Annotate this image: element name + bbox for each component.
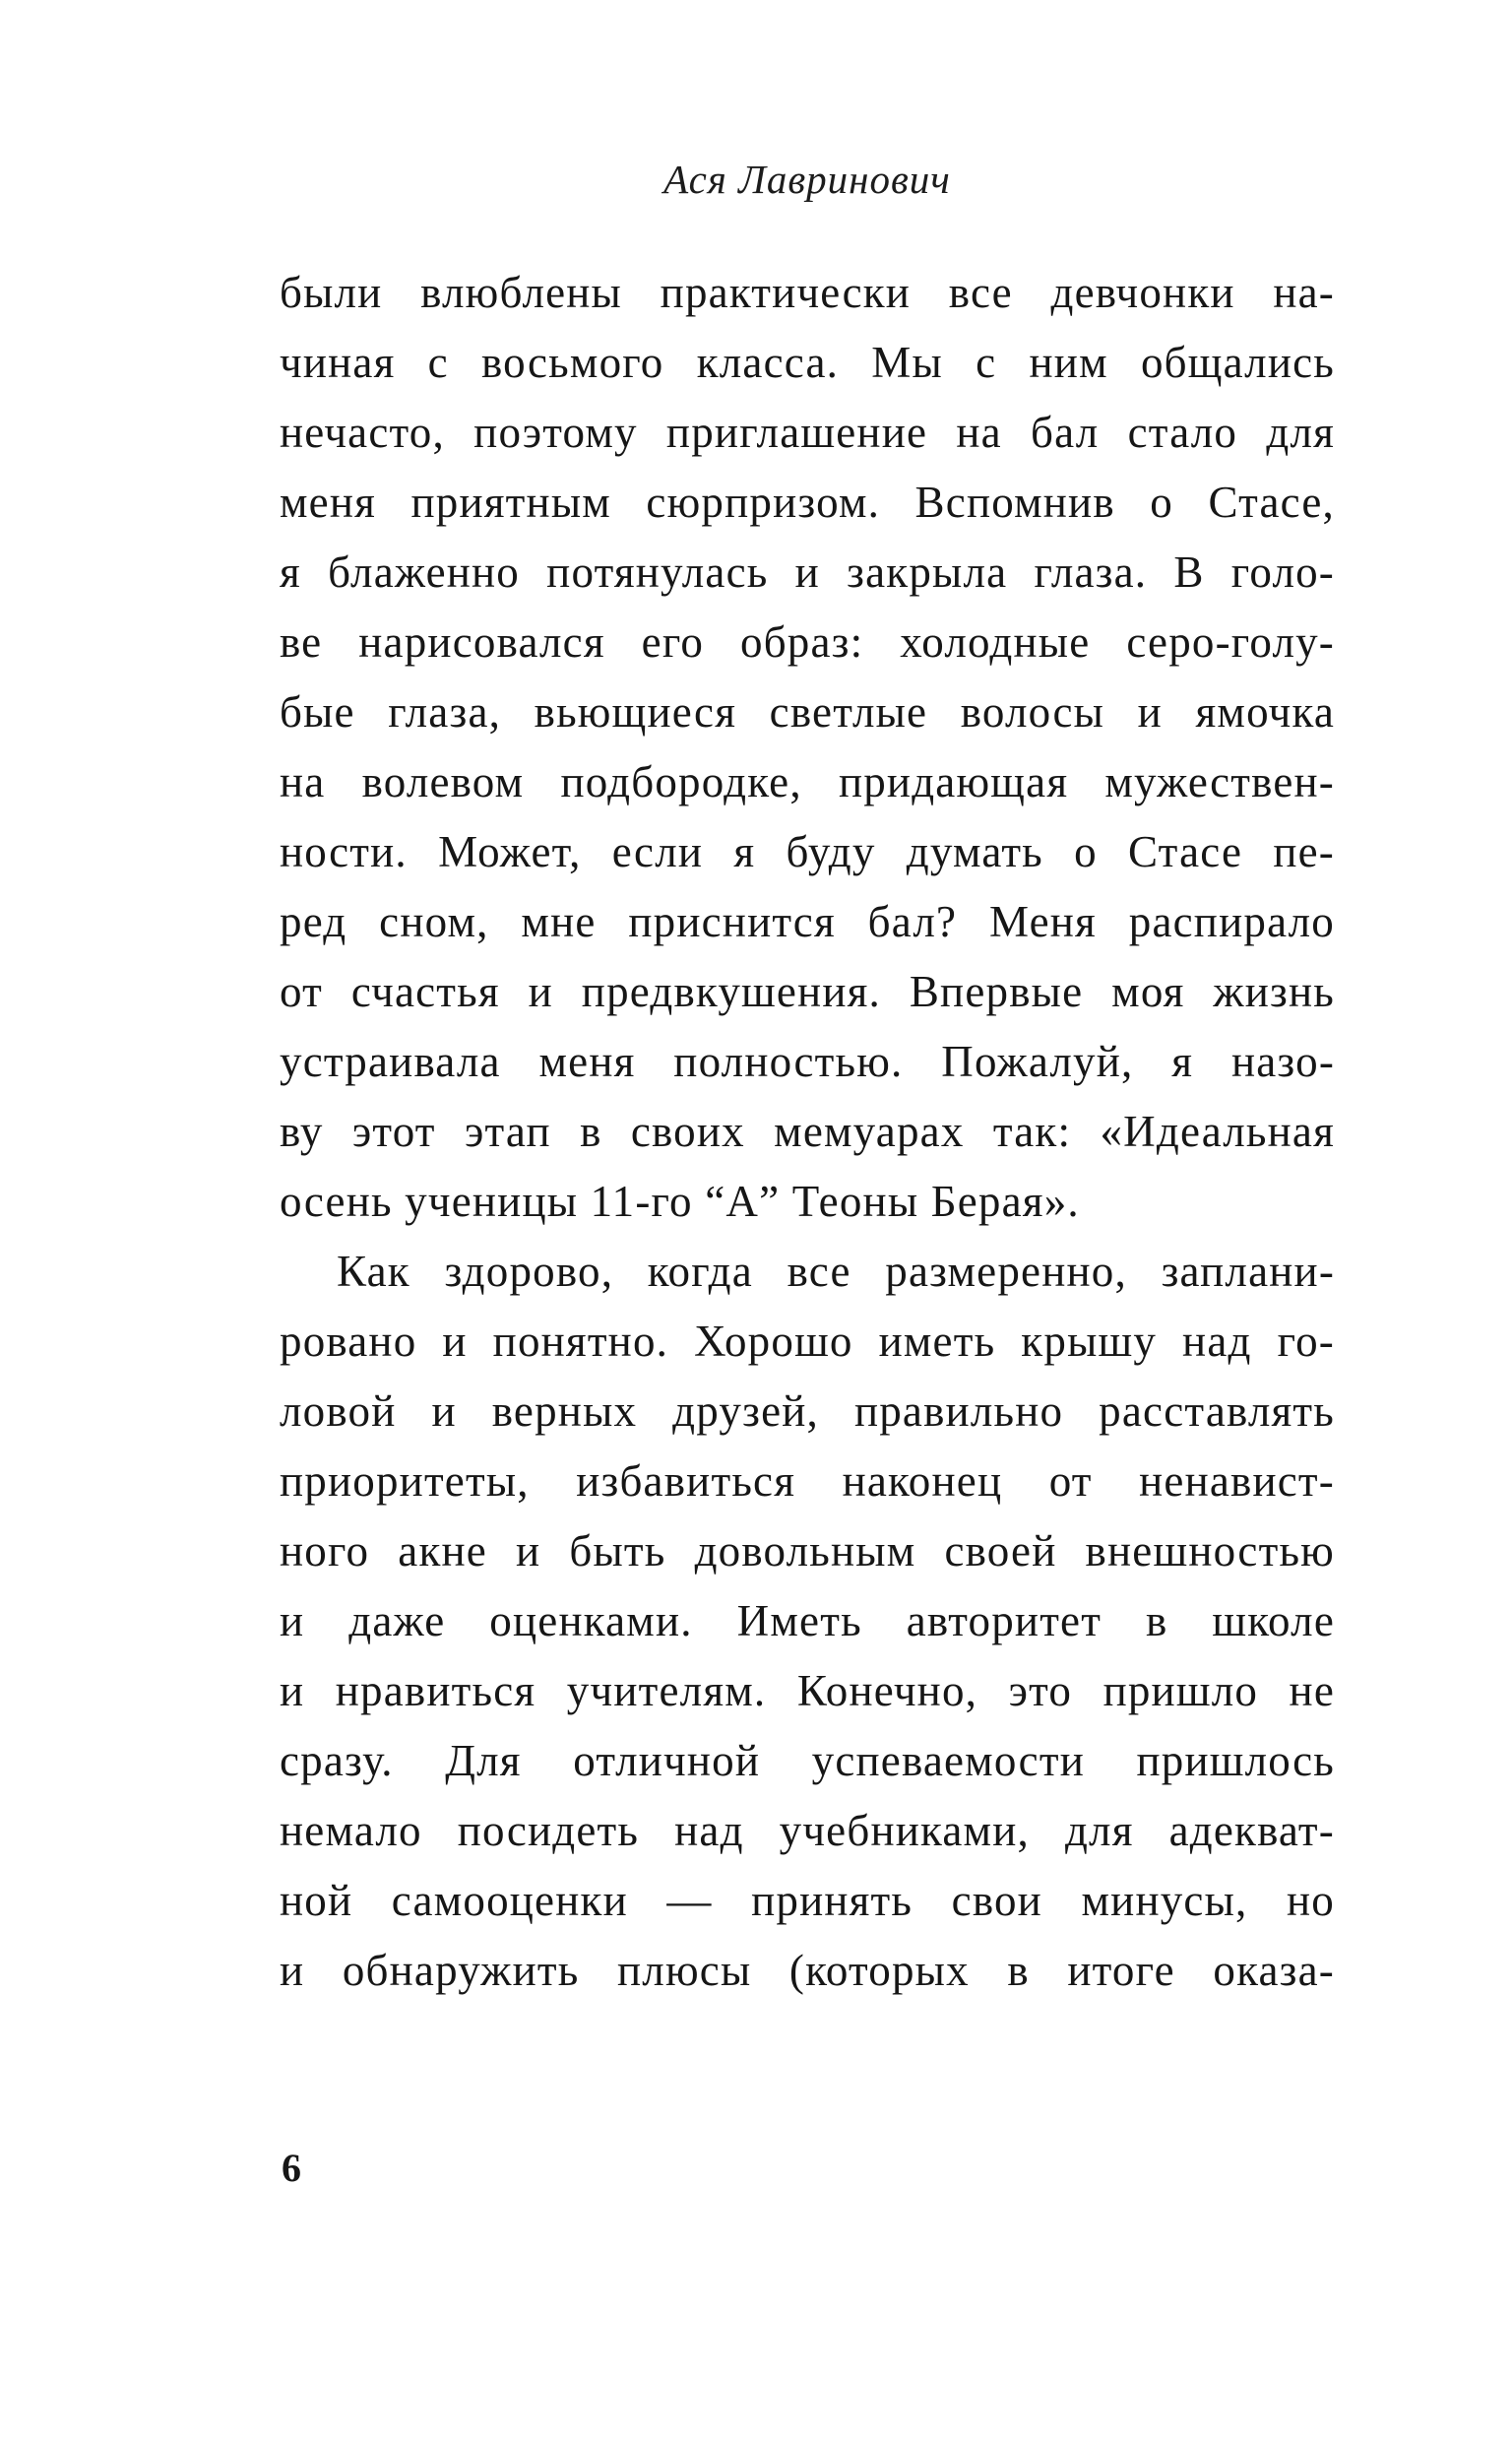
text-line: на волевом подбородке, придающая мужествен- [280,757,1335,806]
text-line: ности. Может, если я буду думать о Стасе пе- [280,827,1335,876]
text-line: ной самооценки — принять свои минусы, но [280,1876,1335,1925]
text-line: ве нарисовался его образ: холодные серо-голу- [280,617,1335,667]
text-line: от счастья и предвкушения. Впервые моя жизнь [280,967,1335,1016]
text-line: я блаженно потянулась и закрыла глаза. В голо- [280,547,1335,597]
text-line: меня приятным сюрпризом. Вспомнив о Стасе, [280,478,1335,527]
text-line: и обнаружить плюсы (которых в итоге оказа- [280,1946,1335,1995]
text-line: были влюблены практически все девчонки на- [280,268,1335,317]
text-line: чиная с восьмого класса. Мы с ним общались [280,338,1335,387]
body-text [280,258,1335,2006]
text-line: немало посидеть над учебниками, для адекват- [280,1806,1335,1855]
text-line: бые глаза, вьющиеся светлые волосы и ямочка [280,687,1335,737]
text-line-paragraph-end: осень ученицы 11-го “А” Теоны Берая». [280,1177,1080,1226]
text-line: нечасто, поэтому приглашение на бал стало для [280,408,1335,457]
text-line: ред сном, мне приснится бал? Меня распирало [280,897,1335,946]
text-line: ву этот этап в своих мемуарах так: «Идеальная [280,1107,1335,1156]
text-line: ровано и понятно. Хорошо иметь крышу над го- [280,1317,1335,1366]
text-line: и даже оценками. Иметь авторитет в школе [280,1596,1335,1645]
text-line: приоритеты, избавиться наконец от ненавист- [280,1456,1335,1506]
text-line: сразу. Для отличной успеваемости пришлось [280,1736,1335,1785]
text-line: ного акне и быть довольным своей внешностью [280,1526,1335,1575]
text-line: ловой и верных друзей, правильно расставлять [280,1386,1335,1436]
text-line: и нравиться учителям. Конечно, это пришло не [280,1666,1335,1715]
page-number: 6 [282,2146,301,2190]
text-line-paragraph-start: Как здорово, когда все размеренно, заплани- [337,1247,1335,1296]
text-line: устраивала меня полностью. Пожалуй, я назо- [280,1037,1335,1086]
running-head-author: Ася Лавринович [663,157,951,202]
